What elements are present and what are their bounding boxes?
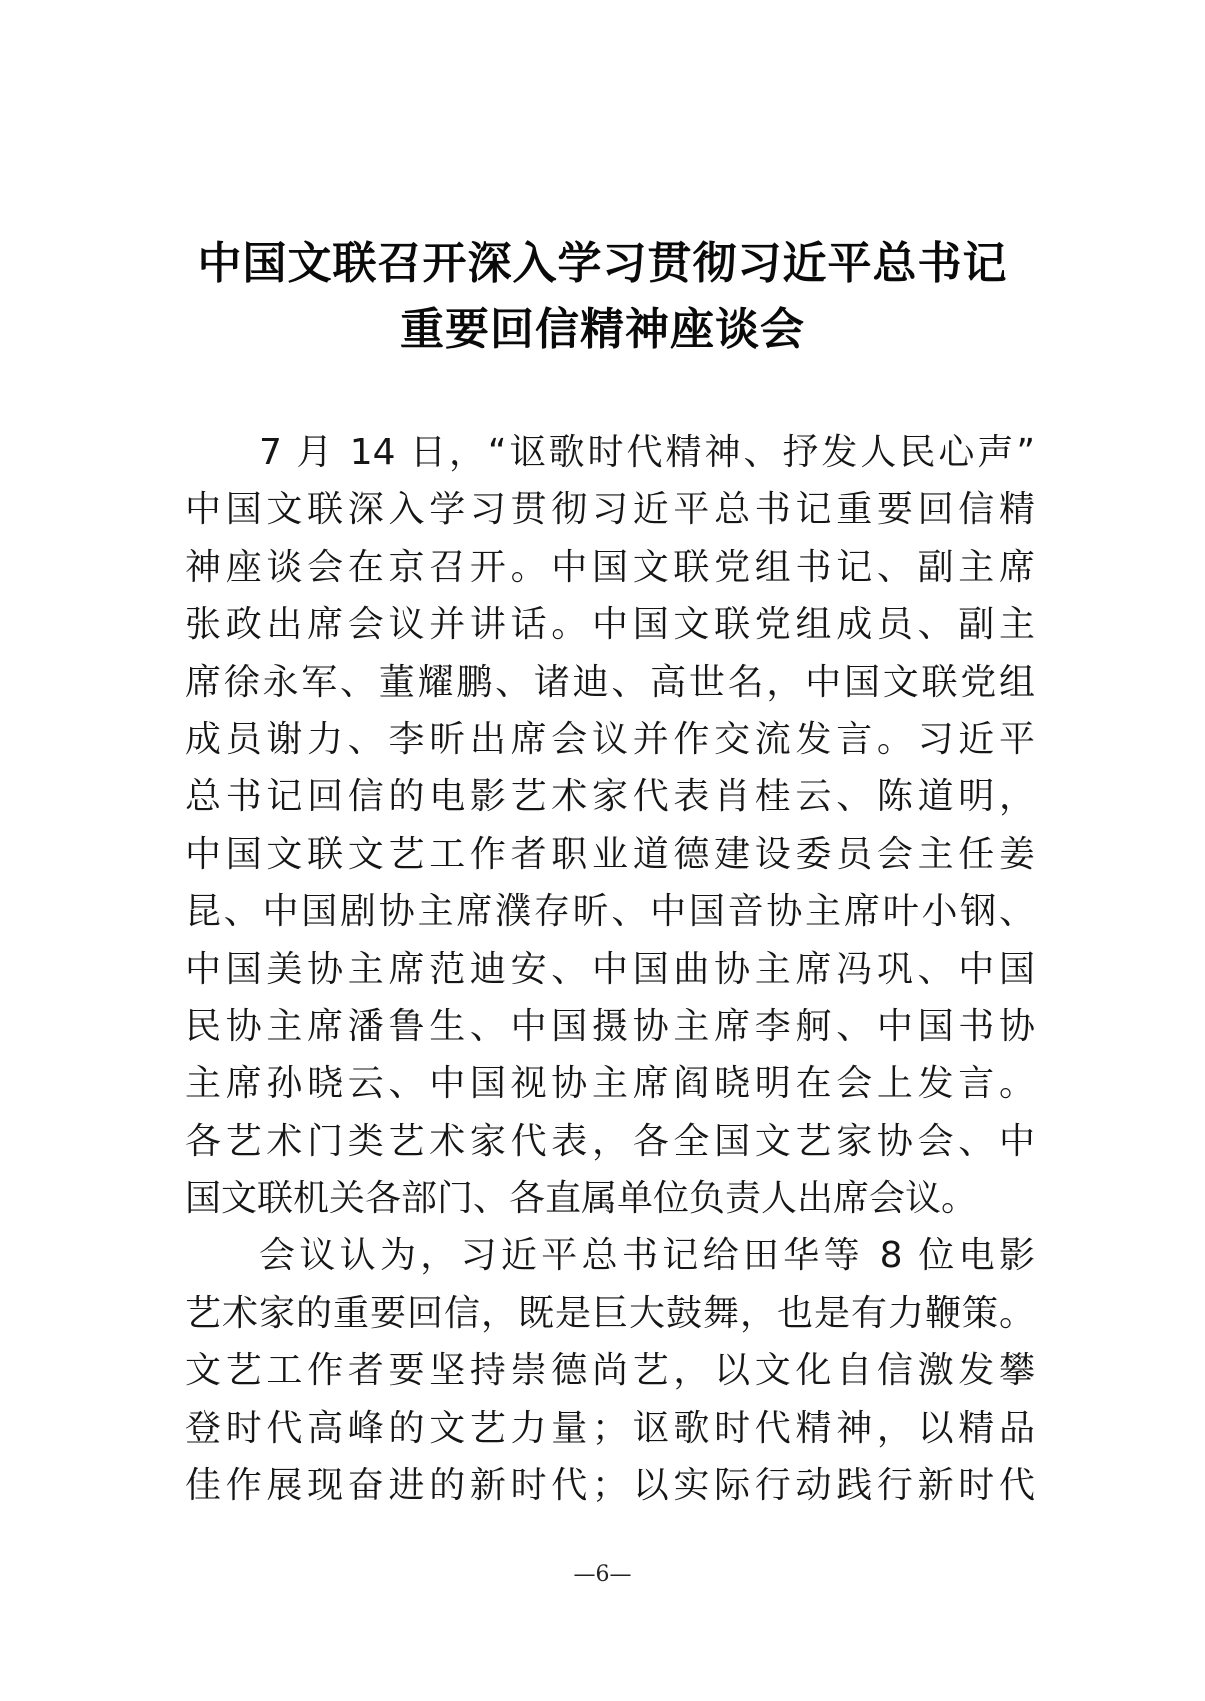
- paragraph-1-line: 昆、中国剧协主席濮存昕、中国音协主席叶小钢、: [185, 891, 1035, 933]
- paragraph-2-line: 登时代高峰的文艺力量；讴歌时代精神，以精品: [185, 1407, 1035, 1449]
- paragraph-2-line: 文艺工作者要坚持崇德尚艺，以文化自信激发攀: [185, 1350, 1035, 1392]
- paragraph-2-line: 艺术家的重要回信，既是巨大鼓舞，也是有力鞭策。: [185, 1292, 1035, 1334]
- paragraph-1-line: 7 月 14 日，“讴歌时代精神、抒发人民心声”: [259, 432, 1035, 473]
- paragraph-1-line: 中国文联深入学习贯彻习近平总书记重要回信精: [185, 489, 1035, 531]
- page-number: —6—: [573, 1562, 632, 1587]
- paragraph-1-line: 张政出席会议并讲话。中国文联党组成员、副主: [185, 604, 1035, 646]
- paragraph-1-line: 成员谢力、李昕出席会议并作交流发言。习近平: [185, 718, 1035, 760]
- paragraph-1-line: 总书记回信的电影艺术家代表肖桂云、陈道明，: [185, 776, 1035, 818]
- paragraph-1-line: 神座谈会在京召开。中国文联党组书记、副主席: [185, 546, 1035, 588]
- document-title-line-2: 重要回信精神座谈会: [400, 304, 805, 355]
- paragraph-1-line: 中国文联文艺工作者职业道德建设委员会主任姜: [185, 833, 1035, 875]
- paragraph-1-line: 民协主席潘鲁生、中国摄协主席李舸、中国书协: [185, 1005, 1035, 1047]
- document-body: [185, 424, 1035, 1514]
- paragraph-2-line: 佳作展现奋进的新时代；以实际行动践行新时代: [185, 1465, 1035, 1507]
- document-title-line-1: 中国文联召开深入学习贯彻习近平总书记: [197, 238, 1008, 289]
- paragraph-2-line: 会议认为，习近平总书记给田华等 8 位电影: [259, 1235, 1035, 1277]
- paragraph-1-line: 席徐永军、董耀鹏、诸迪、高世名，中国文联党组: [185, 661, 1035, 703]
- paragraph-1-line: 中国美协主席范迪安、中国曲协主席冯巩、中国: [185, 948, 1035, 990]
- paragraph-1-line: 各艺术门类艺术家代表，各全国文艺家协会、中: [185, 1120, 1035, 1162]
- paragraph-1-line: 主席孙晓云、中国视协主席阎晓明在会上发言。: [185, 1063, 1035, 1105]
- paragraph-1-line: 国文联机关各部门、各直属单位负责人出席会议。: [185, 1178, 978, 1220]
